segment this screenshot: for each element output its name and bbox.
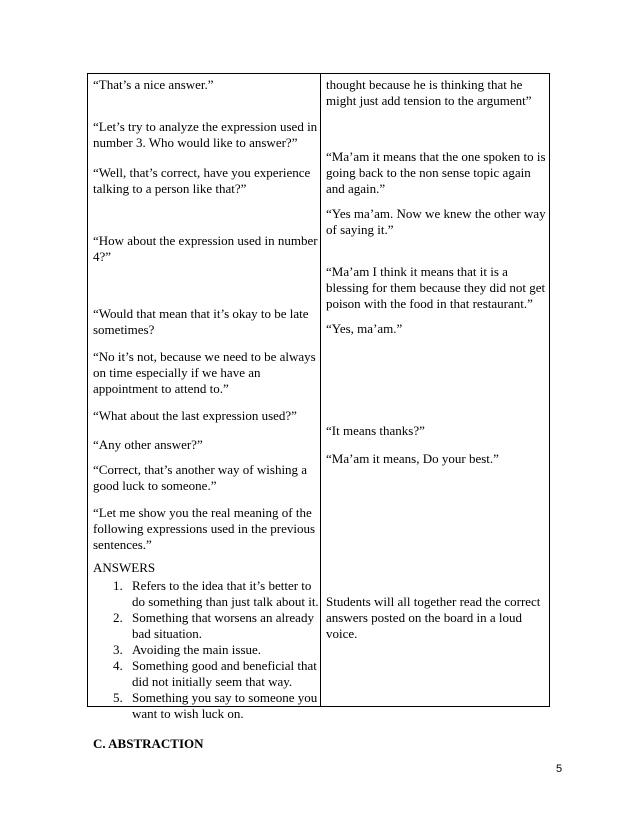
- answer-number: 1.: [113, 578, 123, 593]
- answer-number: 3.: [113, 642, 123, 657]
- student-line-4: “Ma’am I think it means that it is a blessing for them because they did not get poison with the food in that restaurant.”: [326, 264, 546, 311]
- answer-number: 2.: [113, 610, 123, 625]
- teacher-line-1: “That’s a nice answer.”: [93, 77, 214, 92]
- student-line-3: “Yes ma’am. Now we knew the other way of saying it.”: [326, 206, 546, 237]
- teacher-line-2: “Let’s try to analyze the expression used in number 3. Who would like to answer?”: [93, 119, 318, 150]
- teacher-line-8: “Any other answer?”: [93, 437, 203, 452]
- teacher-line-9: “Correct, that’s another way of wishing a good luck to someone.”: [93, 462, 308, 493]
- answer-item: Something good and beneficial that did not initially seem that way.: [132, 658, 317, 689]
- student-line-5: “Yes, ma’am.”: [326, 321, 403, 336]
- answer-item: Something that worsens an already bad situation.: [132, 610, 314, 641]
- teacher-line-3: “Well, that’s correct, have you experience talking to a person like that?”: [93, 165, 311, 196]
- answer-item: Something you say to someone you want to wish luck on.: [132, 690, 318, 721]
- student-line-8: Students will all together read the correct answers posted on the board in a loud voice.: [326, 594, 541, 641]
- page-number: 5: [556, 763, 563, 775]
- teacher-line-4: “How about the expression used in number 4?”: [93, 233, 318, 264]
- answer-item: Avoiding the main issue.: [132, 642, 262, 657]
- teacher-line-10: “Let me show you the real meaning of the following expressions used in the previous sentences.”: [93, 505, 316, 552]
- student-line-2: “Ma’am it means that the one spoken to is going back to the non sense topic again and again.”: [326, 149, 546, 196]
- student-line-6: “It means thanks?”: [326, 423, 425, 438]
- teacher-line-5: “Would that mean that it’s okay to be late sometimes?: [93, 306, 309, 337]
- column-divider: [320, 73, 321, 707]
- student-line-1: thought because he is thinking that he might just add tension to the argument”: [326, 77, 532, 108]
- section-heading: C. ABSTRACTION: [93, 736, 204, 751]
- teacher-line-7: “What about the last expression used?”: [93, 408, 297, 423]
- answer-number: 4.: [113, 658, 123, 673]
- student-line-7: “Ma’am it means, Do your best.”: [326, 451, 499, 466]
- teacher-line-6: “No it’s not, because we need to be always on time especially if we have an appointment to attend to.”: [93, 349, 316, 396]
- answers-heading: ANSWERS: [93, 560, 156, 575]
- answer-number: 5.: [113, 690, 123, 705]
- answer-item: Refers to the idea that it’s better to do something than just talk about it.: [132, 578, 319, 609]
